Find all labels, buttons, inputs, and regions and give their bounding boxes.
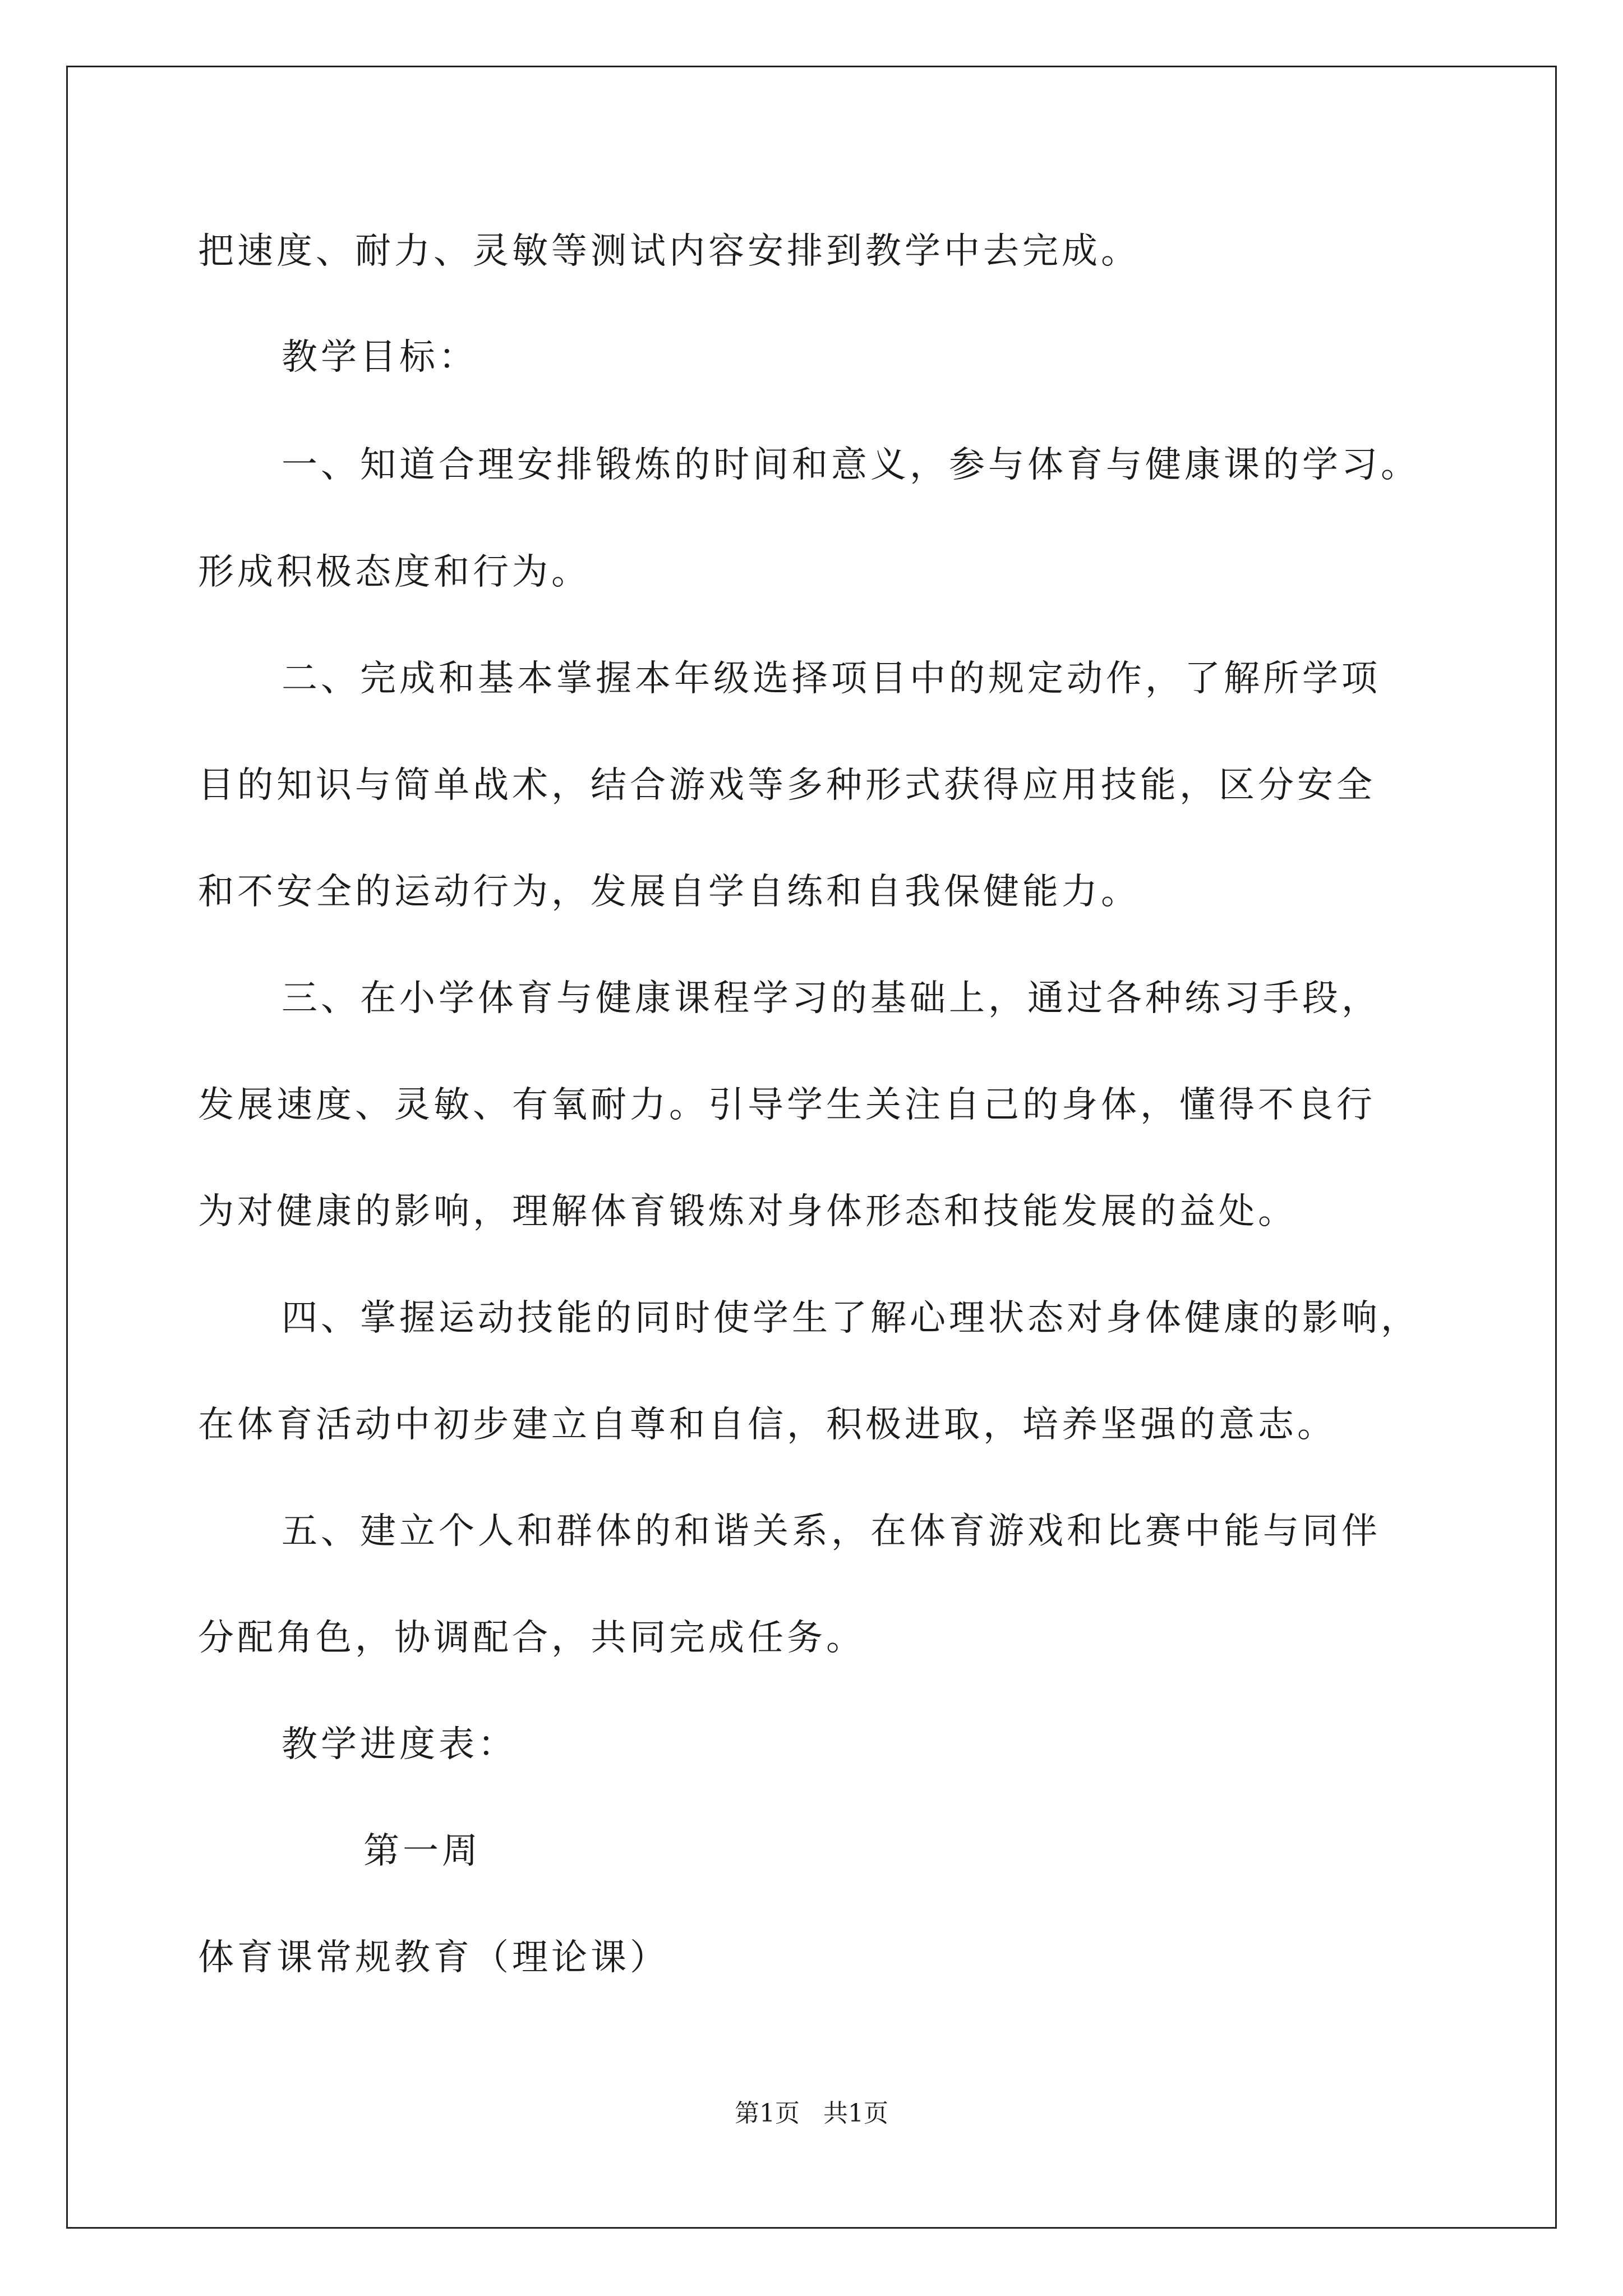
text-line: 形成积极态度和行为。 xyxy=(198,551,591,593)
week-label: 第一周 xyxy=(363,1830,481,1872)
heading-schedule: 教学进度表： xyxy=(282,1724,517,1765)
text-line: 三、在小学体育与健康课程学习的基础上，通过各种练习手段， xyxy=(282,978,1381,1019)
text-line: 目的知识与简单战术，结合游戏等多种形式获得应用技能，区分安全 xyxy=(198,765,1376,806)
text-line: 和不安全的运动行为，发展自学自练和自我保健能力。 xyxy=(198,871,1140,913)
text-line: 把速度、耐力、灵敏等测试内容安排到教学中去完成。 xyxy=(198,231,1140,272)
text-line: 体育课常规教育（理论课） xyxy=(198,1937,669,1978)
text-line: 在体育活动中初步建立自尊和自信，积极进取，培养坚强的意志。 xyxy=(198,1404,1336,1446)
text-line: 二、完成和基本掌握本年级选择项目中的规定动作，了解所学项 xyxy=(282,658,1381,700)
page-footer: 第1页 共1页 xyxy=(735,2099,888,2128)
heading-teaching-goals: 教学目标： xyxy=(282,337,478,378)
text-line: 四、掌握运动技能的同时使学生了解心理状态对身体健康的影响， xyxy=(282,1297,1420,1339)
text-line: 一、知道合理安排锻炼的时间和意义，参与体育与健康课的学习。 xyxy=(282,444,1420,486)
text-line: 发展速度、灵敏、有氧耐力。引导学生关注自己的身体，懂得不良行 xyxy=(198,1084,1376,1126)
text-line: 分配角色，协调配合，共同完成任务。 xyxy=(198,1617,865,1659)
page-border xyxy=(66,66,1557,2229)
text-line: 五、建立个人和群体的和谐关系，在体育游戏和比赛中能与同伴 xyxy=(282,1511,1381,1552)
text-line: 为对健康的影响，理解体育锻炼对身体形态和技能发展的益处。 xyxy=(198,1191,1297,1232)
